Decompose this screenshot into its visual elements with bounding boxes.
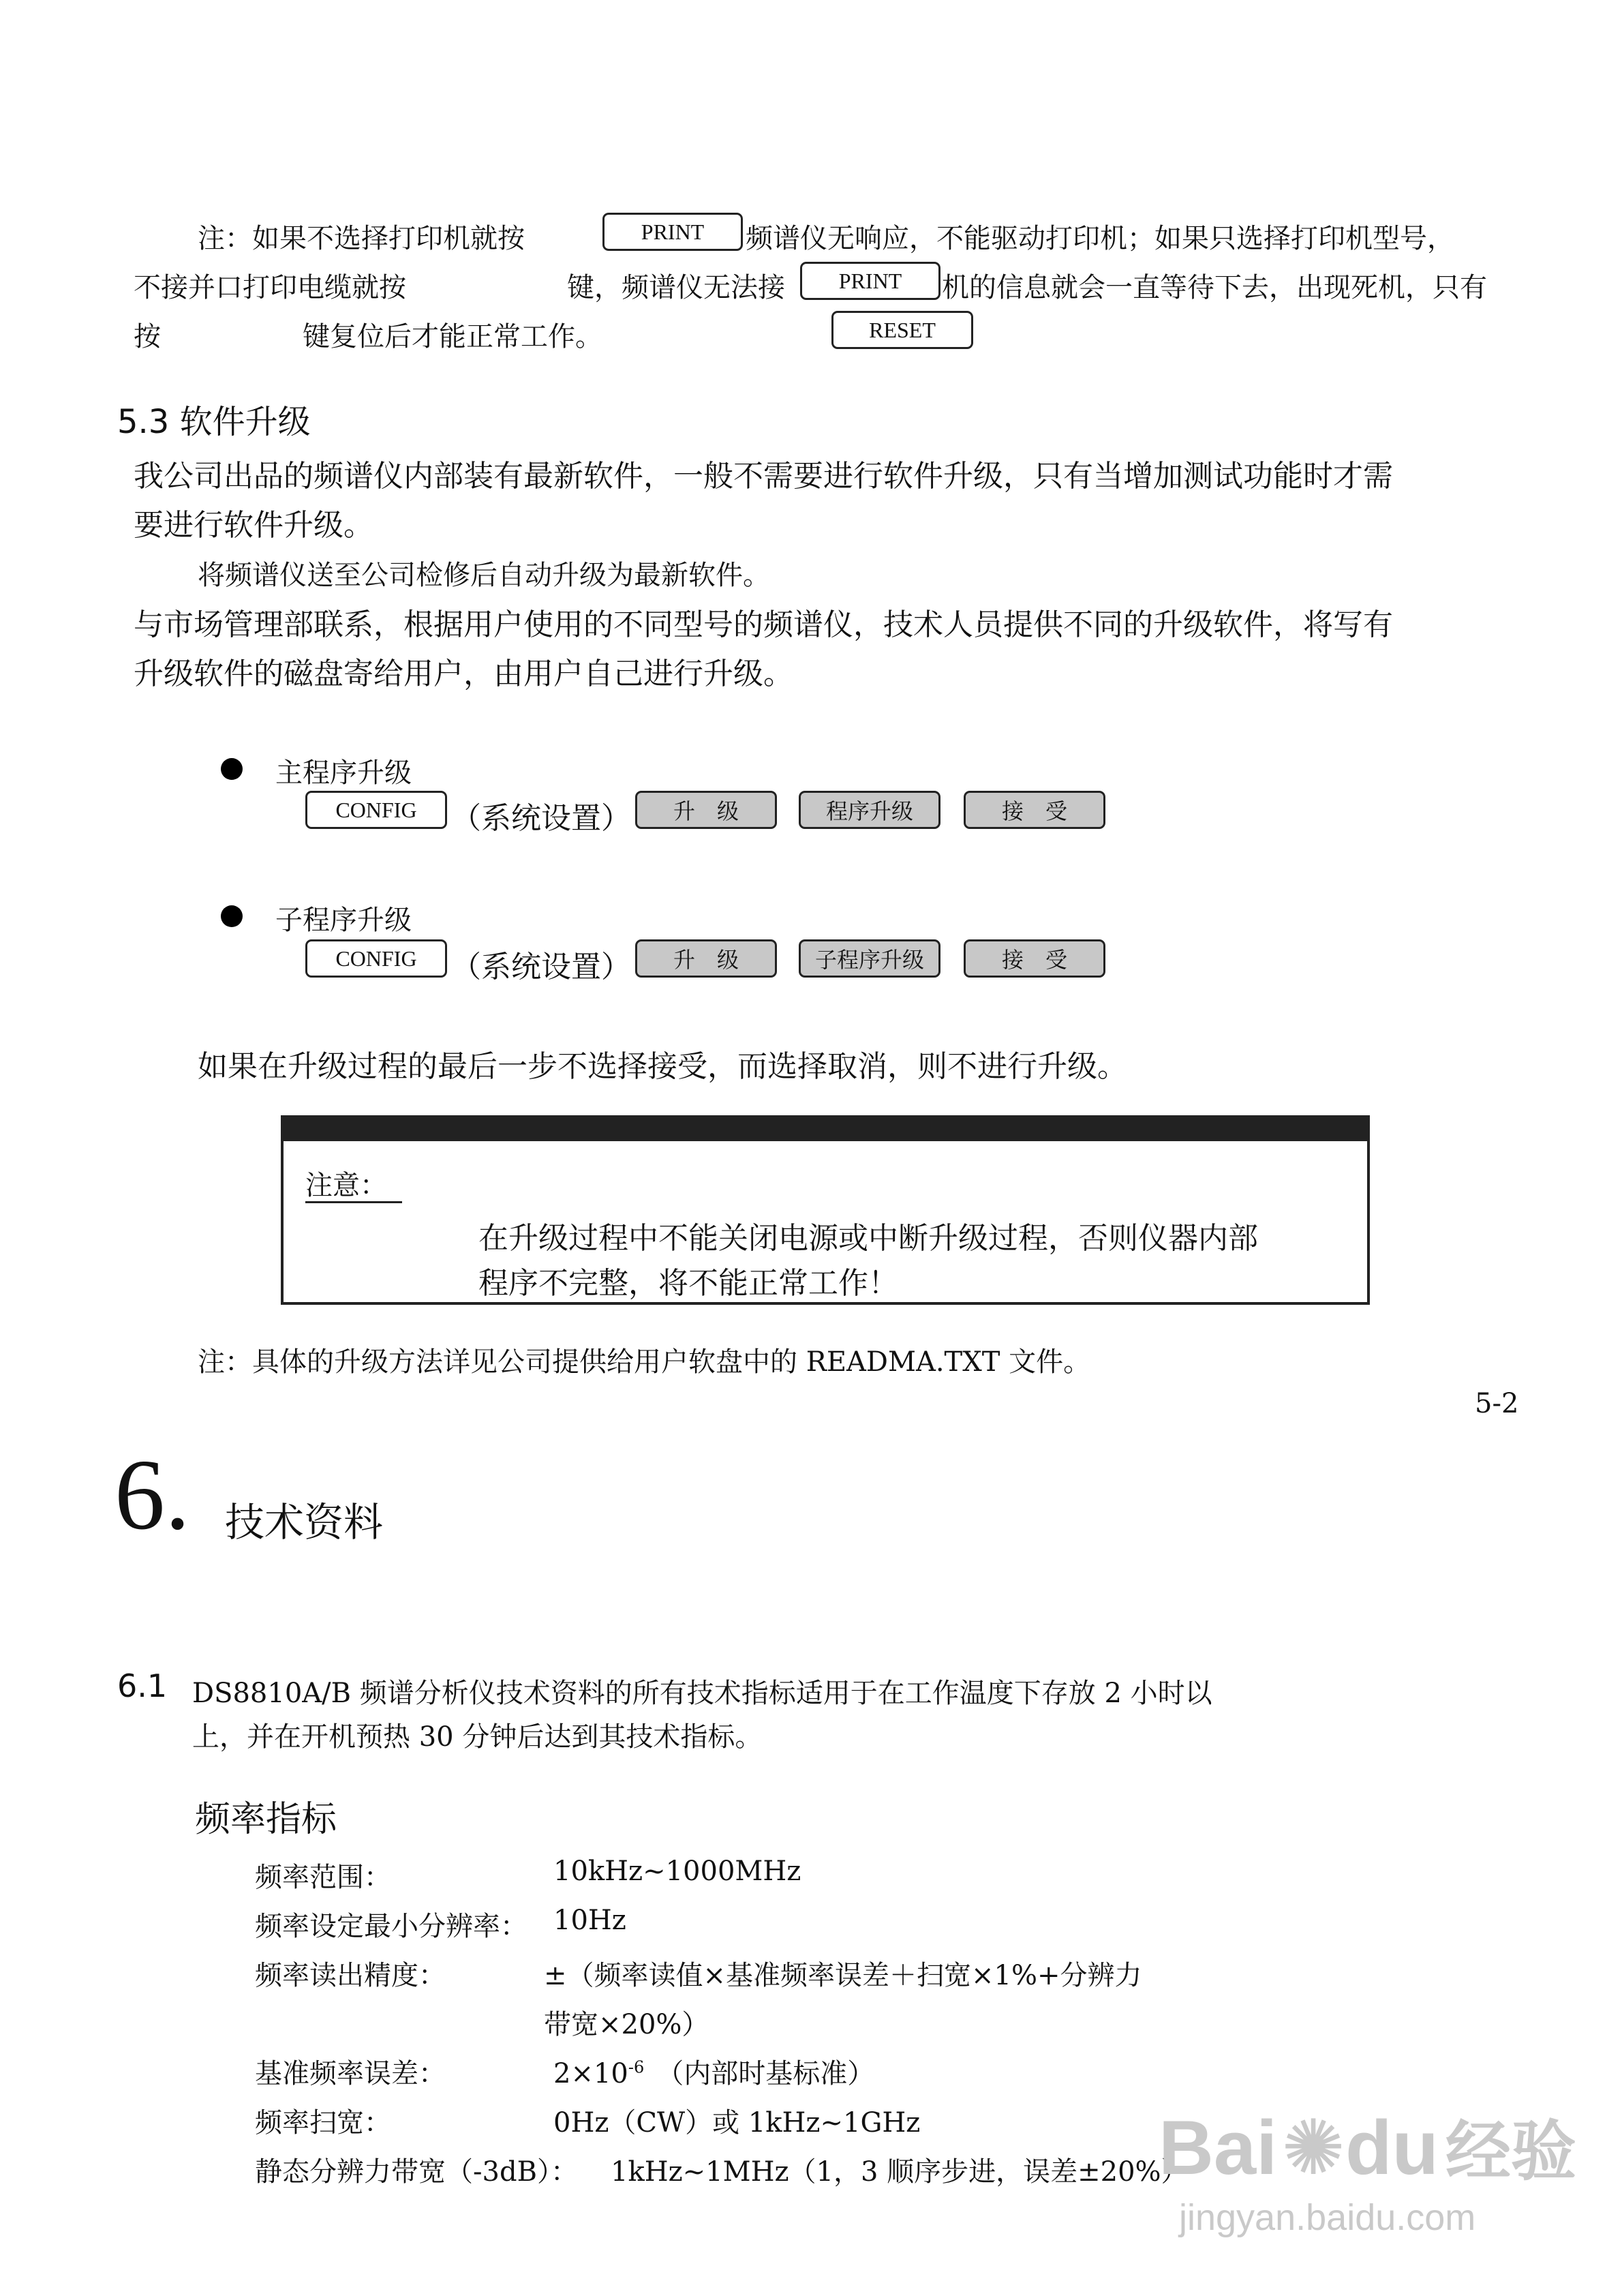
note1-line3-part2: 键复位后才能正常工作。 [303, 321, 602, 352]
softkey-program-upgrade: 程序升级 [799, 791, 940, 829]
system-settings-label: （系统设置） [451, 950, 631, 984]
softkey-accept: 接 受 [964, 939, 1105, 978]
section-5-3-para2: 将频谱仪送至公司检修后自动升级为最新软件。 [198, 560, 770, 591]
note1-line1-part2: 频谱仪无响应，不能驱动打印机；如果只选择打印机型号， [746, 223, 1454, 254]
page-number: 5-2 [1475, 1388, 1519, 1419]
cancel-note: 如果在升级过程的最后一步不选择接受，而选择取消，则不进行升级。 [198, 1049, 1127, 1084]
spec-value: 10Hz [553, 1905, 626, 1936]
section-5-3-para1-line1: 我公司出品的频谱仪内部装有最新软件，一般不需要进行软件升级，只有当增加测试功能时才需 [134, 459, 1393, 494]
config-key: CONFIG [305, 791, 447, 829]
watermark-url: jingyan.baidu.com [1179, 2197, 1476, 2238]
spec-value: 10kHz~1000MHz [553, 1856, 801, 1887]
spec-label: 基准频率误差： [255, 2058, 446, 2089]
spec-label: 频率设定最小分辨率： [255, 1911, 527, 1942]
section-6-1-number: 6.1 [117, 1667, 168, 1704]
notice-header-bar [284, 1118, 1367, 1141]
reset-key: RESET [831, 311, 973, 349]
section-5-3-heading: 5.3 软件升级 [117, 403, 311, 441]
main-upgrade-title: 主程序升级 [275, 757, 412, 789]
section-5-3-para1-line2: 要进行软件升级。 [134, 508, 373, 543]
paw-icon: ✺ [1281, 2105, 1346, 2190]
notice-label: 注意： [305, 1170, 402, 1203]
section-6-1-line1: DS8810A/B 频谱分析仪技术资料的所有技术指标适用于在工作温度下存放 2 小时以 [192, 1678, 1212, 1709]
notice-box [281, 1115, 1370, 1305]
spec-label: 频率读出精度： [255, 1960, 446, 1991]
spec-value: 0Hz（CW）或 1kHz~1GHz [553, 2107, 921, 2139]
section-5-3-para3-line2: 升级软件的磁盘寄给用户，由用户自己进行升级。 [134, 656, 793, 691]
print-key-2: PRINT [800, 262, 940, 300]
spec-value: ±（频率读值×基准频率误差＋扫宽×1%+分辨力 [544, 1960, 1142, 1991]
chapter-number: 6. [114, 1439, 190, 1551]
softkey-accept: 接 受 [964, 791, 1105, 829]
bullet-icon [221, 758, 243, 780]
spec-value-continued: 带宽×20%） [544, 2009, 709, 2040]
spec-value: $2\times 10^{-6}$ （内部时基标准） [553, 2057, 875, 2089]
note1-line3-part1: 按 [134, 321, 161, 352]
spec-value: 1kHz~1MHz（1，3 顺序步进，误差±20%） [611, 2156, 1189, 2188]
watermark-logo: Bai✺du 经验 [1159, 2105, 1576, 2190]
config-key: CONFIG [305, 939, 447, 978]
notice-line1: 在升级过程中不能关闭电源或中断升级过程，否则仪器内部 [478, 1221, 1258, 1256]
chapter-title: 技术资料 [225, 1499, 384, 1545]
spec-label: 频率范围： [255, 1862, 391, 1893]
notice-line2: 程序不完整，将不能正常工作！ [478, 1266, 898, 1301]
sub-upgrade-title: 子程序升级 [275, 905, 412, 936]
note1-line2-part2: 键，频谱仪无法接 [567, 272, 785, 303]
softkey-upgrade: 升 级 [635, 939, 777, 978]
note1-line2-part1: 不接并口打印电缆就按 [134, 272, 406, 303]
readme-note: 注：具体的升级方法详见公司提供给用户软盘中的 READMA.TXT 文件。 [198, 1346, 1091, 1378]
section-5-3-para3-line1: 与市场管理部联系，根据用户使用的不同型号的频谱仪，技术人员提供不同的升级软件，将写有 [134, 607, 1393, 642]
print-key: PRINT [602, 213, 743, 251]
note1-line1-part1: 注：如果不选择打印机就按 [198, 223, 525, 254]
spec-label: 频率扫宽： [255, 2107, 391, 2139]
system-settings-label: （系统设置） [451, 801, 631, 836]
freq-specs-heading: 频率指标 [195, 1799, 337, 1840]
note1-line2-part3: 机的信息就会一直等待下去，出现死机，只有 [942, 272, 1487, 303]
softkey-subprogram-upgrade: 子程序升级 [799, 939, 940, 978]
section-6-1-line2: 上，并在开机预热 30 分钟后达到其技术指标。 [192, 1721, 763, 1753]
softkey-upgrade: 升 级 [635, 791, 777, 829]
spec-label: 静态分辨力带宽（-3dB）： [255, 2156, 578, 2188]
bullet-icon [221, 905, 243, 927]
